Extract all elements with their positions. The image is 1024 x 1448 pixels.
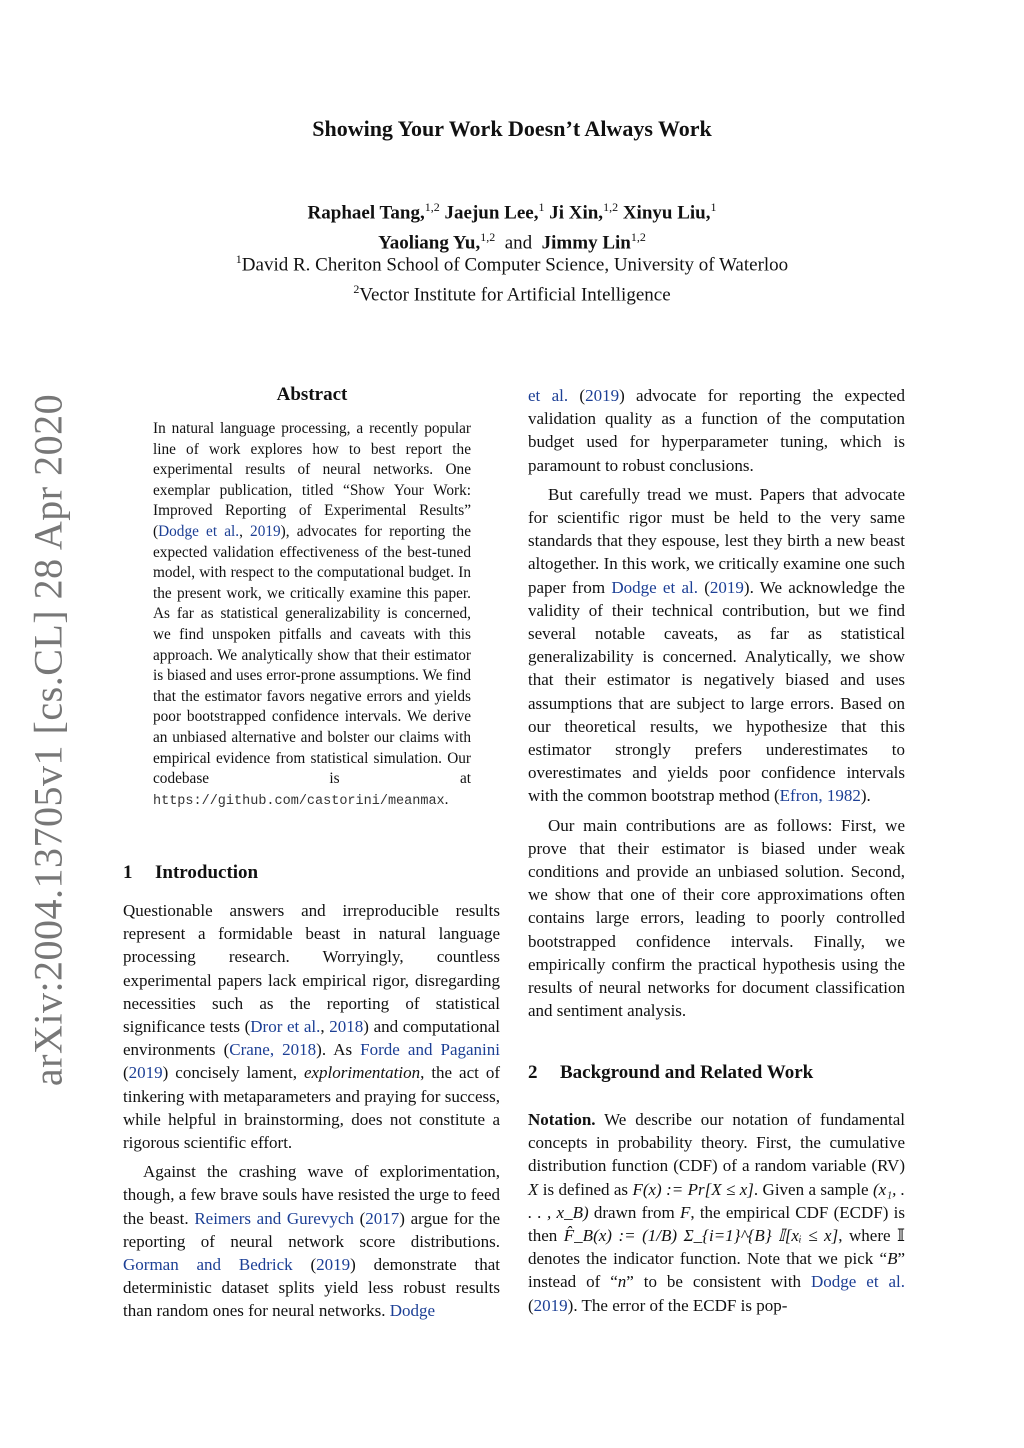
math-inline: X [528,1179,539,1199]
paragraph-text: , where [838,1226,898,1246]
math-inline: n [617,1272,627,1292]
background-column [528,1108,905,1317]
affiliations [0,247,1024,308]
paragraph-text: ). We acknowledge the validity of their technical contribution, but we find several notable caveats, as far as statistical generalizability is concerned. Analytically, we show that their estimator is negatively biased and uses assumptions that are subject to large errors. Based on our theoretical results, we hypothesize that this estimator strongly prefers underestimates to overestimates and yields poor confidence intervals with the common bootstrap method ( [528,577,905,806]
paragraph-text: ). [860,786,871,806]
citation-link[interactable]: Dodge et al. [611,577,698,597]
paragraph-text: is defined as [538,1179,633,1199]
author-sup: 1 [538,200,545,214]
paragraph-text: ( [568,386,586,405]
affiliation-sup: 1 [235,252,242,266]
citation-link[interactable]: et al. [528,386,569,405]
paragraph-text: ). The error of the ECDF is pop- [567,1295,788,1315]
paragraph-text: ” instead of “ [528,1249,905,1292]
citation-year-link[interactable]: 2018 [329,1017,364,1037]
author-name: Jimmy Lin [541,232,631,254]
paper-title: Showing Your Work Doesn’t Always Work [312,116,712,141]
citation-link[interactable]: Dodge et al. [811,1272,906,1292]
affiliation-text: David R. Cheriton School of Computer Science, University of Waterloo [241,254,789,276]
author-name: Raphael Tang, [307,202,425,224]
paragraph [528,1108,905,1317]
paragraph [528,483,905,808]
paragraph-text: ( [697,577,710,597]
author-line-1 [0,195,1024,225]
paragraph-text: ). As [316,1040,361,1060]
citation-year-link[interactable]: 2019 [585,386,620,405]
citation-year-link[interactable]: 2019 [250,522,281,540]
section-heading-introduction [123,862,258,884]
citation-link[interactable]: Dror et al. [250,1017,321,1037]
section-title: Background and Related Work [560,1062,814,1083]
math-inline: B [887,1249,898,1269]
citation-year-link[interactable]: 2019 [709,577,744,597]
paragraph-text: ) advocate for reporting the expected validation quality as a function of the computation budget used for hyperparameter tuning, which is paramount to robust conclusions. [528,386,905,475]
paragraph-run-in-heading: Notation. [528,1110,596,1129]
paragraph [528,814,905,1023]
arxiv-sidebar-stamp [18,393,78,1087]
paragraph-text: . Given a sample [753,1179,873,1199]
abstract-text: , [239,522,251,540]
paragraph-text: drawn from [588,1202,680,1222]
math-inline: (x₁, . . . , x_B) [528,1179,905,1222]
paragraph-text: Questionable answers and irreproducible results represent a formidable beast in natural language processing research. Worryingly, countless experimental papers lack empirical rigor, disregarding necessities such as the reporting of statistical significance tests ( [123,901,500,1037]
affiliation-text: Vector Institute for Artificial Intelligence [359,284,671,306]
paragraph-text: ) demonstrate that deterministic dataset splits yield less robust results than random ones for neural networks. [123,1255,500,1321]
author-sup: 1,2 [630,230,646,245]
arxiv-id: arXiv:2004.13705v1 [cs.CL] 28 Apr 2020 [25,393,71,1087]
author-name: Xinyu Liu, [622,202,711,224]
paragraph [123,899,500,1154]
affiliation-1 [0,247,1024,277]
affiliation-2 [0,277,1024,307]
paragraph-text: ) concisely lament, [162,1063,304,1083]
paragraph-text: ( [353,1208,366,1228]
math-inline: F(x) := Pr[X ≤ x] [632,1179,754,1199]
citation-link[interactable]: Dodge et al. [158,522,240,540]
author-sup: 1,2 [603,200,619,214]
paragraph-text: ( [528,1295,534,1315]
section-heading-background [528,1062,813,1084]
paragraph-text: We describe our notation of fundamental concepts in probability theory. First, the cumulative distribution function (CDF) of a random variable (RV) [528,1110,905,1176]
math-inline: F̂_B(x) := (1/B) Σ_{i=1}^{B} 𝕀[xᵢ ≤ x] [563,1226,839,1246]
citation-link[interactable]: Reimers and Gurevych [194,1208,354,1228]
citation-link[interactable]: Forde and Paganini [360,1040,500,1060]
abstract-text: In natural language processing, a recently popular line of work explores how to best report the experimental results of neural networks. One exemplar publication, titled “Show Your Work: Improved Reporting of Experimental Results” ( [153,420,471,540]
section-title: Introduction [155,862,259,883]
affiliation-sup: 2 [353,282,360,297]
author-name: Jaejun Lee, [444,202,539,224]
section-number: 2 [528,1062,538,1083]
paragraph-text: Against the crashing wave of explorimentation, though, a few brave souls have resisted the urge to feed the beast. [123,1162,500,1228]
codebase-url-link[interactable]: https://github.com/castorini/meanmax [153,793,445,809]
paragraph-text: ) and computational environments ( [123,1017,500,1060]
citation-year-link[interactable]: 2019 [128,1063,163,1083]
paragraph-text: But carefully tread we must. Papers that advocate for scientific rigor must be held to the very same standards that they espouse, lest they birth a new beast altogether. In this work, we critically examine one such paper from [528,484,905,597]
emphasis: explorimentation [303,1063,421,1083]
paragraph-text: denotes the indicator function. Note that we pick “ [528,1249,888,1269]
paragraph-text: , the empirical CDF (ECDF) is then [528,1202,906,1246]
paragraph-text: ( [292,1255,317,1275]
citation-link[interactable]: Gorman and Bedrick [123,1255,293,1275]
abstract-text: ), advocates for reporting the expected validation effectiveness of the best-tuned model, with respect to the computational budget. In the present work, we critically examine this paper. As far as statistical generalizability is concerned, we find unspoken pitfalls and caveats with this approach. We analytically show that their estimator is biased and uses error-prone assumptions. We find that the estimator favors negative errors and yields poor bootstrapped confidence intervals. We derive an unbiased alternative and bolster our claims with empirical evidence from statistical simulation. Our codebase is at [153,522,471,788]
abstract-text: . [444,790,449,808]
paragraph-text: ) argue for the reporting of neural network score distributions. [123,1208,500,1251]
citation-year-link[interactable]: 2019 [316,1255,351,1275]
citation-link[interactable]: Crane, 2018 [229,1040,317,1060]
abstract-body [153,419,471,812]
paragraph [123,1160,500,1322]
citation-year-link[interactable]: 2019 [533,1295,568,1315]
author-sup: 1,2 [424,200,440,214]
abstract-heading: Abstract [276,384,348,405]
intro-left-column [123,899,500,1323]
author-and: and [504,232,533,254]
citation-link[interactable]: Efron, 1982 [779,786,861,806]
citation-year-link[interactable]: 2017 [365,1208,400,1228]
author-name: Yaoliang Yu, [378,232,481,254]
paragraph-text: Our main contributions are as follows: First, we prove that their estimator is biased under weak conditions and provide an unbiased solution. Second, we show that one of their core approximations often contains large errors, leading to poorly controlled bootstrapped confidence intervals. Finally, we empirically confirm the practical hypothesis using the results of neural networks for document classification and sentiment analysis. [528,815,905,1021]
paragraph [528,384,905,477]
section-number: 1 [123,862,133,883]
author-sup: 1,2 [480,230,496,245]
math-inline: F [679,1202,691,1222]
math-inline: 𝕀 [897,1226,905,1246]
intro-right-column [528,384,905,1022]
paragraph-text: ” to be consistent with [626,1272,812,1292]
author-name: Ji Xin, [549,202,604,224]
paragraph-text: ( [123,1063,129,1083]
author-sup: 1 [710,200,717,214]
paragraph-text: , the act of tinkering with metaparameters and praying for success, while helpful in brainstorming, does not constitute a rigorous scientific effort. [123,1063,501,1153]
citation-link[interactable]: Dodge [389,1301,436,1321]
paragraph-text: , [320,1017,330,1037]
